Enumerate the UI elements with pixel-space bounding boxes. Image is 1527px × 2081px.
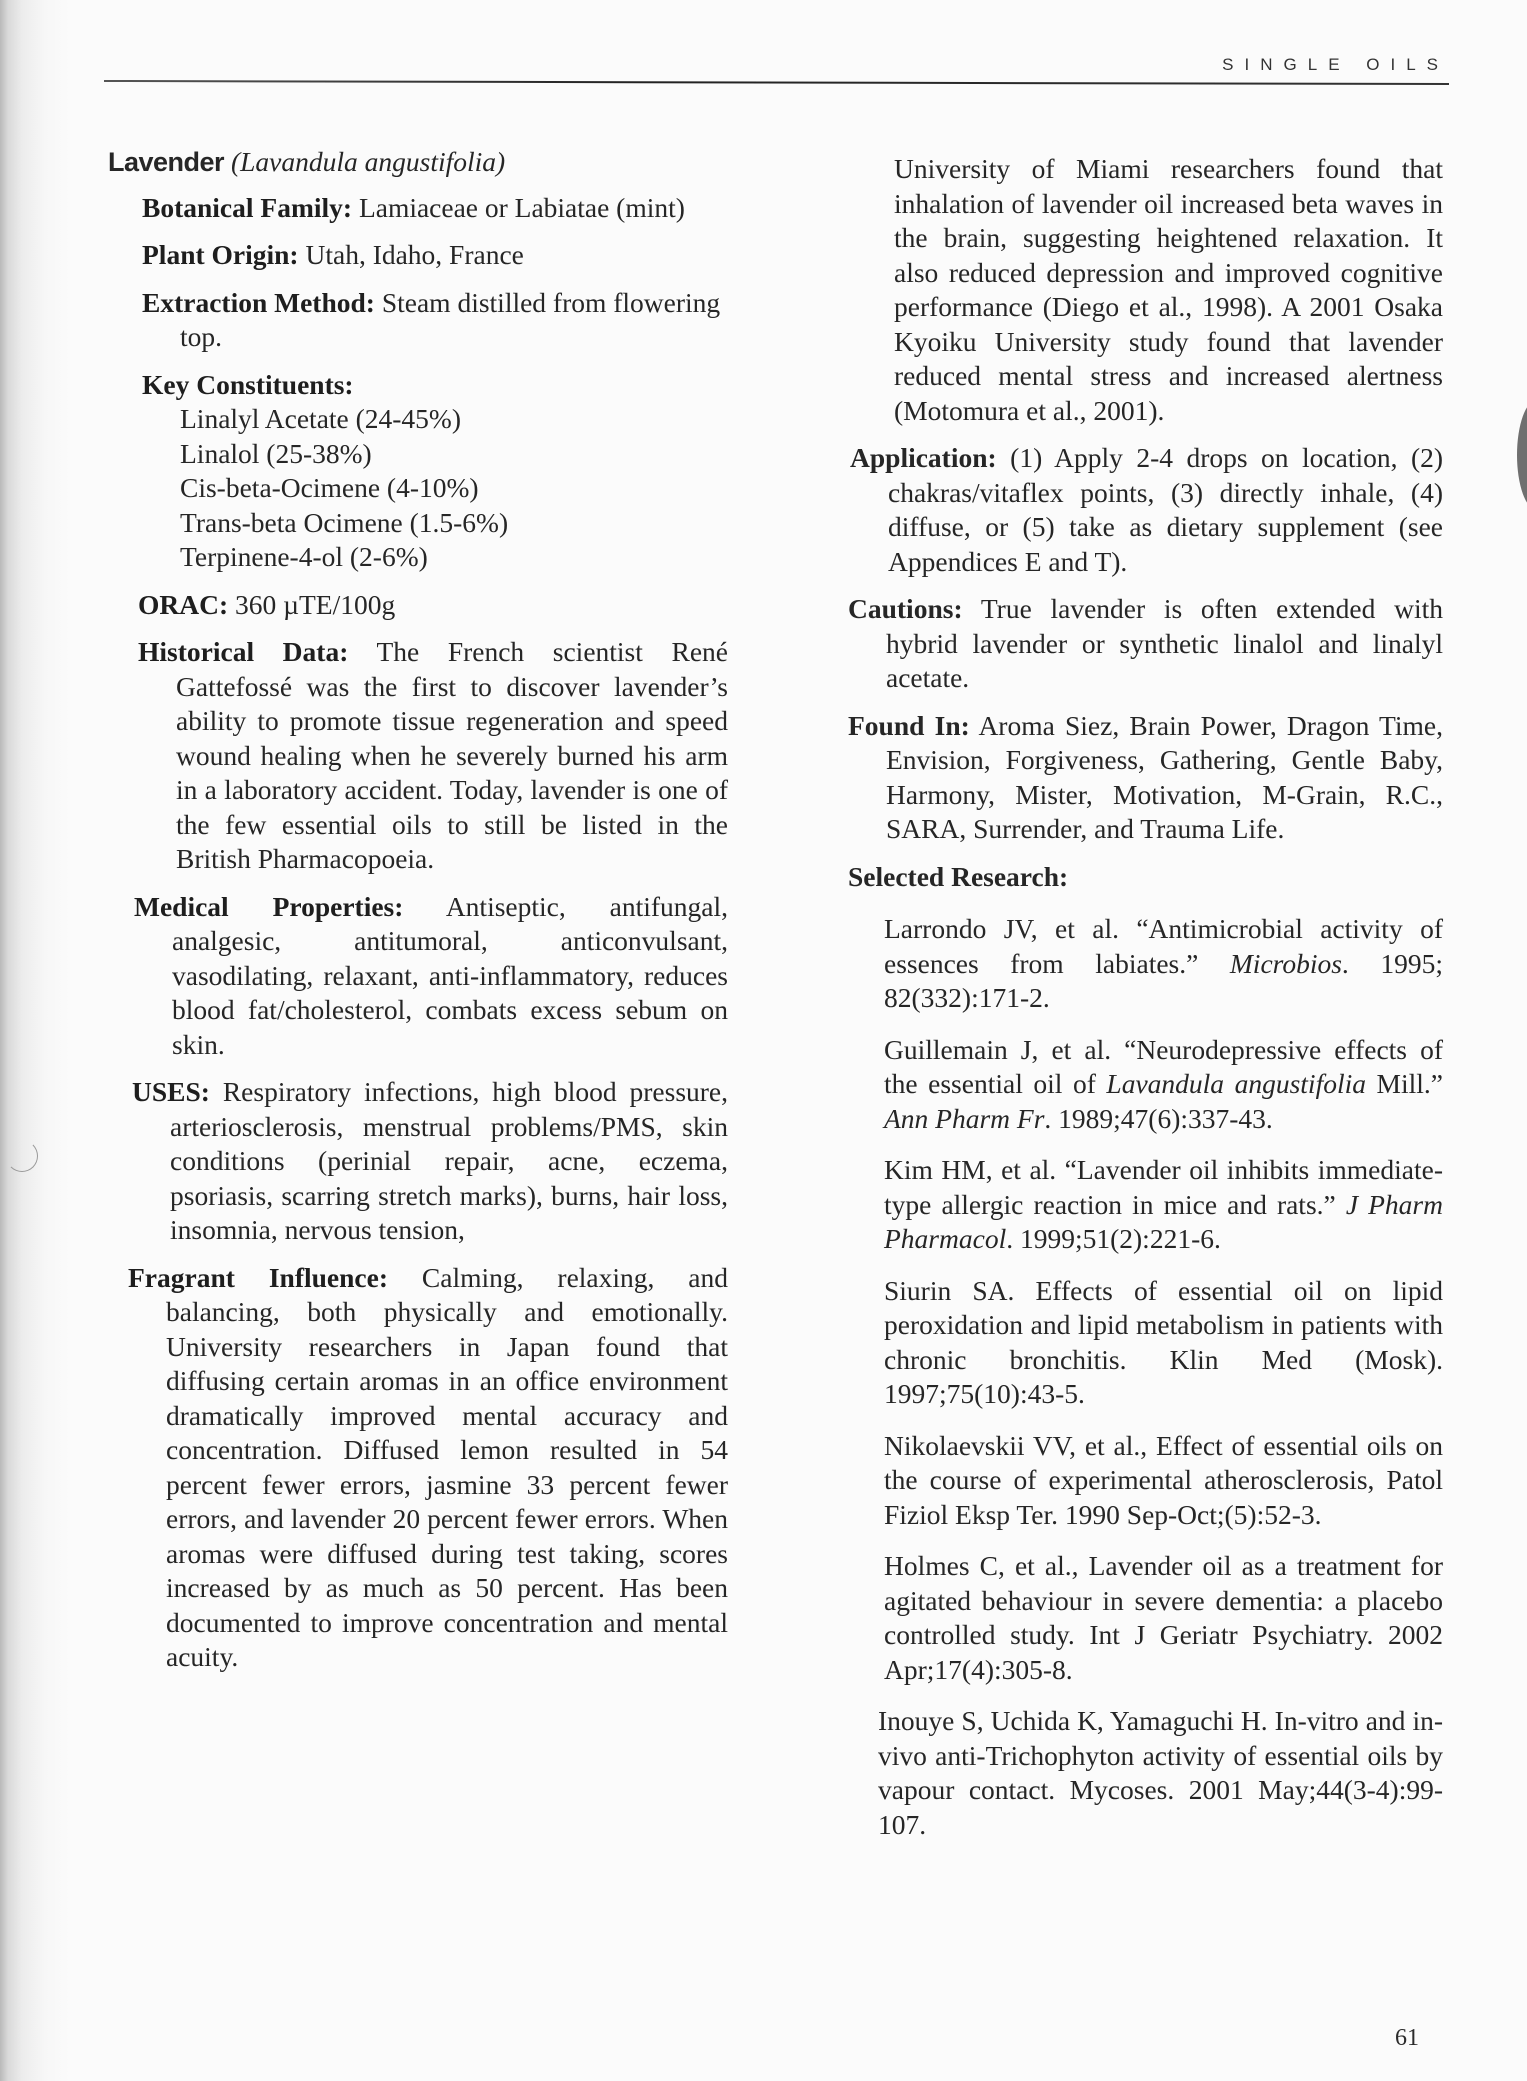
reference-item: Siurin SA. Effects of essential oil on lipid peroxidation and lipid metabolism in patients with chronic bronchitis. Klin Med (Mosk). 1997;75(10):43-5. <box>884 1274 1443 1409</box>
reference-item: Kim HM, et al. “Lavender oil inhibits immediate-type allergic reaction in mice and rats.” J Pharm Pharmacol. 1999;51(2):221-6. <box>884 1154 1443 1254</box>
header-rule <box>104 80 1449 85</box>
constituent-item: Linalyl Acetate (24-45%) <box>180 403 462 434</box>
constituent-item: Terpinene-4-ol (2-6%) <box>180 541 428 572</box>
scan-binding-shadow <box>0 0 70 2081</box>
application: Application: (1) Apply 2-4 drops on location, (2) chakras/vitaflex points, (3) directly inhale, (4) diffuse, or (5) take as dietary supplement (see Appendices E and T). <box>850 442 1444 577</box>
constituent-item: Cis-beta-Ocimene (4-10%) <box>180 472 479 503</box>
reference-item: Nikolaevskii VV, et al., Effect of essential oils on the course of experimental atherosclerosis, Patol Fiziol Eksp Ter. 1990 Sep-Oct;(5):52-3. <box>884 1429 1443 1530</box>
medical-properties: Medical Properties: Antiseptic, antifungal, analgesic, antitumoral, anticonvulsant, vasodilating, relaxant, anti-inflammatory, reduces blood fat/cholesterol, combats excess sebum on skin. <box>134 890 728 1060</box>
reference-item: Inouye S, Uchida K, Yamaguchi H. In-vitro and in-vivo anti-Trichophyton activity of essential oils by vapour contact. Mycoses. 2001 May;44(3-4):99-107. <box>878 1705 1443 1840</box>
running-head: SINGLE OILS <box>1222 55 1449 74</box>
constituent-item: Trans-beta Ocimene (1.5-6%) <box>180 506 509 538</box>
cautions: Cautions: True lavender is often extended with hybrid lavender or synthetic linalol and linalyl acetate. <box>848 593 1443 693</box>
page-number: 61 <box>1395 2025 1419 2051</box>
reference-item: Holmes C, et al., Lavender oil as a treatment for agitated behaviour in severe dementia: a placebo controlled study. Int J Geriatr Psychiatry. 2002 Apr;17(4):305-8. <box>884 1550 1443 1685</box>
entry-title <box>108 145 728 180</box>
constituent-item: Linalol (25-38%) <box>180 437 372 469</box>
selected-research-heading: Selected Research: <box>848 860 1069 892</box>
reference-item: Larrondo JV, et al. “Antimicrobial activity of essences from labiates.” Microbios. 1995; 82(332):171-2. <box>884 913 1443 1013</box>
extraction-method: Extraction Method: Steam distilled from flowering top. <box>142 286 721 352</box>
uses: USES: Respiratory infections, high blood pressure, arteriosclerosis, menstrual problems/PMS, skin conditions (perinial repair, acne, eczema, psoriasis, scarring stretch marks), burns, hair loss, insomnia, nervous tension, <box>132 1076 729 1245</box>
fragrant-influence-continued: University of Miami researchers found that inhalation of lavender oil increased beta waves in the brain, suggesting heightened relaxation. It also reduced depression and improved cognitive performance (Diego et al., 1998). A 2001 Osaka Kyoiku University study found that lavender reduced mental stress and increased alertness (Motomura et al., 2001). <box>894 153 1443 426</box>
fragrant-influence: Fragrant Influence: Calming, relaxing, and balancing, both physically and emotionally. University researchers in Japan found that diffusing certain aromas in an office environment dramatically improved mental accuracy and concentration. Diffused lemon resulted in 54 percent fewer errors, jasmine 33 percent fewer errors, and lavender 20 percent fewer errors. When aromas were diffused during test taking, scores increased by as much as 50 percent. Has been documented to improve concentration and mental acuity. <box>128 1261 729 1672</box>
reference-item: Guillemain J, et al. “Neurodepressive effects of the essential oil of Lavandula angustifolia Mill.” Ann Pharm Fr. 1989;47(6):337-43. <box>884 1033 1443 1134</box>
key-constituents-list <box>180 402 728 575</box>
right-column <box>848 152 1443 1859</box>
found-in: Found In: Aroma Siez, Brain Power, Dragon Time, Envision, Forgiveness, Gathering, Gentle Baby, Harmony, Mister, Motivation, M-Grain, R.C., SARA, Surrender, and Trauma Life. <box>848 709 1443 844</box>
plant-origin: Plant Origin: Utah, Idaho, France <box>142 239 524 270</box>
historical-data: Historical Data: The French scientist René Gattefossé was the first to discover lavender’s ability to promote tissue regeneration and speed wound healing when he severely burned his arm in a laboratory accident. Today, lavender is one of the few essential oils to still be listed in the British Pharmacopoeia. <box>138 636 728 874</box>
left-column <box>108 145 728 1688</box>
binder-ring-mark <box>6 1140 38 1172</box>
thumb-index-tab <box>1517 400 1527 510</box>
key-constituents-heading: Key Constituents: <box>142 368 354 400</box>
latin-name: (Lavandula angustifolia) <box>230 146 506 177</box>
oil-name: Lavender <box>108 147 225 177</box>
orac: ORAC: 360 µTE/100g <box>138 588 396 620</box>
botanical-family: Botanical Family: Lamiaceae or Labiatae (mint) <box>142 191 685 223</box>
